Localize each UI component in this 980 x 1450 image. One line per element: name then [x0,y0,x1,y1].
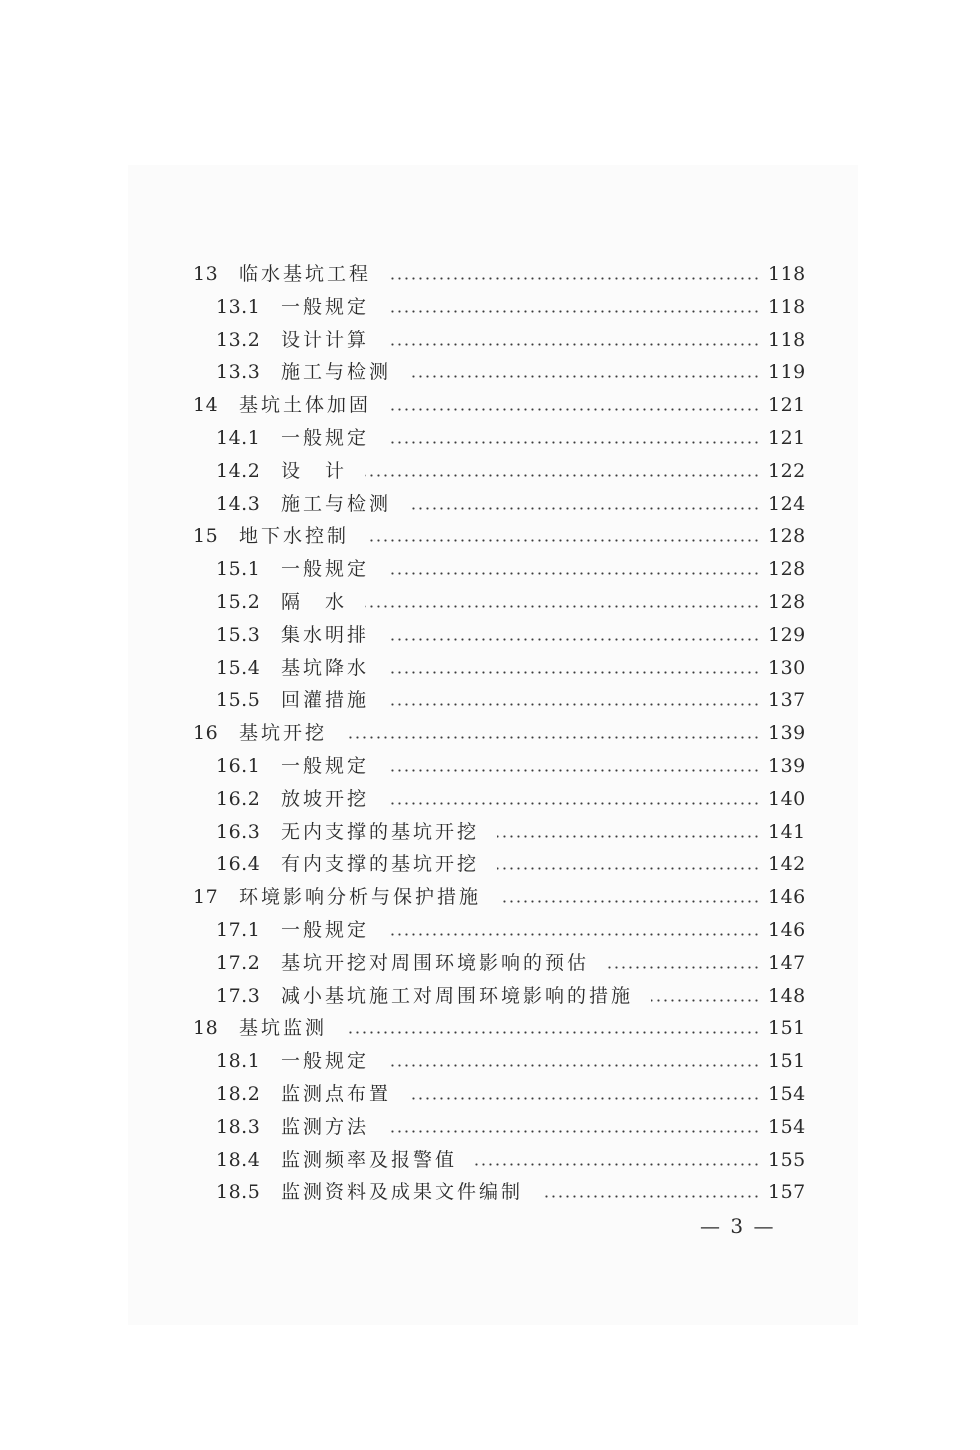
toc-entry-title[interactable]: 监测频率及报警值 [281,1148,458,1171]
toc-section-entry[interactable] [0,488,980,521]
toc-entry-line [216,1144,806,1177]
dot-leader [387,671,760,674]
toc-section-entry[interactable] [0,422,980,455]
toc-entry-title[interactable]: 监测方法 [281,1115,370,1138]
toc-entry-page[interactable]: 157 [768,1181,806,1204]
toc-entry-title[interactable]: 设 计 [281,459,348,482]
toc-entry-page[interactable]: 118 [768,328,806,351]
toc-chapter-entry[interactable] [0,258,980,291]
dot-leader [387,638,760,641]
toc-entry-title[interactable]: 一般规定 [281,558,370,581]
toc-entry-number: 15.3 [216,623,261,646]
toc-entry-title[interactable]: 一般规定 [281,754,370,777]
toc-entry-number: 18 [193,1017,219,1040]
toc-entry-page[interactable]: 130 [768,656,806,679]
toc-entry-page[interactable]: 121 [768,426,806,449]
toc-entry-line [216,684,806,717]
toc-entry-page[interactable]: 141 [768,820,806,843]
toc-entry-page[interactable]: 146 [768,886,806,909]
toc-section-entry[interactable] [0,652,980,685]
toc-entry-line [216,1078,806,1111]
toc-entry-page[interactable]: 139 [768,722,806,745]
toc-entry-number: 14.1 [216,426,261,449]
toc-entry-line [216,980,806,1013]
table-of-contents [0,258,980,1209]
toc-section-entry[interactable] [0,553,980,586]
toc-entry-number: 18.4 [216,1148,261,1171]
toc-entry-line [216,947,806,980]
toc-section-entry[interactable] [0,324,980,357]
toc-entry-title[interactable]: 施工与检测 [281,492,392,515]
toc-chapter-entry[interactable] [0,520,980,553]
dot-leader [387,1130,760,1133]
toc-entry-title[interactable]: 一般规定 [281,918,370,941]
toc-chapter-entry[interactable] [0,1012,980,1045]
toc-entry-number: 16.3 [216,820,261,843]
toc-section-entry[interactable] [0,1176,980,1209]
toc-section-entry[interactable] [0,291,980,324]
toc-entry-number: 15.5 [216,689,261,712]
toc-entry-line [216,356,806,389]
toc-entry-number: 17 [193,886,219,909]
toc-entry-number: 15.4 [216,656,261,679]
toc-entry-line [193,1012,806,1045]
toc-entry-number: 14 [193,394,219,417]
toc-entry-line [193,717,806,750]
toc-entry-title[interactable]: 一般规定 [281,1050,370,1073]
toc-entry-number: 17.3 [216,984,261,1007]
toc-section-entry[interactable] [0,455,980,488]
toc-section-entry[interactable] [0,1111,980,1144]
toc-entry-page[interactable]: 154 [768,1082,806,1105]
toc-entry-page[interactable]: 118 [768,263,806,285]
dot-leader [497,835,760,838]
dot-leader [409,1097,760,1100]
toc-entry-title[interactable]: 减小基坑施工对周围环境影响的措施 [281,984,634,1007]
toc-entry-number: 15 [193,525,219,548]
toc-entry-line [193,258,806,291]
toc-chapter-entry[interactable] [0,881,980,914]
dot-leader [367,539,760,542]
toc-entry-number: 15.1 [216,558,261,581]
toc-entry-title[interactable]: 基坑土体加固 [239,394,372,417]
toc-entry-line [216,816,806,849]
dot-leader [387,703,760,706]
dot-leader [387,769,760,772]
dot-leader [365,605,760,608]
dot-leader [387,441,760,444]
toc-section-entry[interactable] [0,356,980,389]
toc-section-entry[interactable] [0,848,980,881]
toc-section-entry[interactable] [0,586,980,619]
toc-entry-title[interactable]: 临水基坑工程 [239,263,372,285]
toc-entry-line [216,586,806,619]
toc-entry-number: 13.3 [216,361,261,384]
toc-entry-page[interactable]: 154 [768,1115,806,1138]
toc-entry-page[interactable]: 139 [768,754,806,777]
toc-entry-line [216,619,806,652]
toc-section-entry[interactable] [0,1144,980,1177]
toc-entry-page[interactable]: 151 [768,1050,806,1073]
dot-leader [345,1031,760,1034]
dot-leader [387,802,760,805]
dot-leader [387,1064,760,1067]
dot-leader [475,1163,760,1166]
toc-entry-page[interactable]: 129 [768,623,806,646]
toc-chapter-entry[interactable] [0,717,980,750]
toc-entry-page[interactable]: 128 [768,590,806,613]
toc-entry-title[interactable]: 放坡开挖 [281,787,370,810]
toc-entry-number: 15.2 [216,590,261,613]
toc-section-entry[interactable] [0,816,980,849]
dot-leader [541,1195,760,1198]
toc-section-entry[interactable] [0,783,980,816]
toc-entry-page[interactable]: 151 [768,1017,806,1040]
toc-entry-page[interactable]: 142 [768,853,806,876]
toc-entry-title[interactable]: 回灌措施 [281,689,370,712]
toc-entry-line [216,914,806,947]
dot-leader [389,408,760,411]
toc-entry-number: 18.2 [216,1082,261,1105]
toc-entry-line [216,488,806,521]
toc-entry-line [216,553,806,586]
dot-leader [365,474,760,477]
toc-entry-line [216,750,806,783]
toc-entry-line [216,783,806,816]
toc-entry-page[interactable]: 119 [768,361,806,384]
toc-entry-line [193,389,806,422]
toc-entry-line [193,520,806,553]
toc-entry-title[interactable]: 基坑监测 [239,1017,328,1040]
toc-entry-number: 18.1 [216,1050,261,1073]
toc-entry-number: 16 [193,722,219,745]
toc-entry-number: 18.5 [216,1181,261,1204]
dot-leader [651,999,760,1002]
dot-leader [387,343,760,346]
toc-section-entry[interactable] [0,750,980,783]
toc-entry-line [216,1111,806,1144]
dot-leader [345,736,760,739]
toc-entry-page[interactable]: 122 [768,459,806,482]
dot-leader [607,966,760,969]
dot-leader [409,375,760,378]
toc-entry-page[interactable]: 147 [768,951,806,974]
toc-entry-title[interactable]: 隔 水 [281,590,348,613]
dot-leader [387,572,760,575]
toc-section-entry[interactable] [0,980,980,1013]
toc-entry-title[interactable]: 环境影响分析与保护措施 [239,886,482,909]
toc-entry-number: 13 [193,263,219,285]
dot-leader [387,933,760,936]
toc-entry-line [216,422,806,455]
dot-leader [389,277,760,280]
dot-leader [387,310,760,313]
toc-entry-title[interactable]: 一般规定 [281,426,370,449]
toc-entry-number: 16.2 [216,787,261,810]
toc-entry-title[interactable]: 设计计算 [281,328,370,351]
toc-entry-number: 17.2 [216,951,261,974]
toc-section-entry[interactable] [0,914,980,947]
toc-entry-page[interactable]: 140 [768,787,806,810]
toc-entry-title[interactable]: 无内支撑的基坑开挖 [281,820,480,843]
toc-entry-number: 18.3 [216,1115,261,1138]
toc-entry-title[interactable]: 监测点布置 [281,1082,392,1105]
toc-entry-line [216,291,806,324]
toc-entry-title[interactable]: 基坑开挖对周围环境影响的预估 [281,951,590,974]
toc-entry-number: 13.2 [216,328,261,351]
toc-entry-title[interactable]: 集水明排 [281,623,370,646]
toc-entry-title[interactable]: 有内支撑的基坑开挖 [281,853,480,876]
dot-leader [499,900,760,903]
toc-entry-line [216,1176,806,1209]
toc-section-entry[interactable] [0,1045,980,1078]
toc-entry-line [216,324,806,357]
toc-entry-title[interactable]: 基坑开挖 [239,722,328,745]
toc-section-entry[interactable] [0,684,980,717]
toc-entry-page[interactable]: 128 [768,525,806,548]
toc-entry-number: 17.1 [216,918,261,941]
dot-leader [409,507,760,510]
toc-entry-page[interactable]: 155 [768,1148,806,1171]
toc-section-entry[interactable] [0,1078,980,1111]
toc-entry-number: 13.1 [216,295,261,318]
toc-section-entry[interactable] [0,619,980,652]
toc-entry-line [216,455,806,488]
toc-entry-page[interactable]: 128 [768,558,806,581]
toc-entry-line [216,1045,806,1078]
toc-entry-page[interactable]: 148 [768,984,806,1007]
toc-entry-page[interactable]: 121 [768,394,806,417]
toc-entry-number: 14.3 [216,492,261,515]
dot-leader [497,867,760,870]
toc-entry-line [216,652,806,685]
toc-entry-page[interactable]: 146 [768,918,806,941]
toc-entry-line [193,881,806,914]
toc-entry-number: 16.1 [216,754,261,777]
toc-entry-number: 16.4 [216,853,261,876]
toc-entry-page[interactable]: 137 [768,689,806,712]
toc-entry-page[interactable]: 118 [768,295,806,318]
toc-entry-title[interactable]: 监测资料及成果文件编制 [281,1181,524,1204]
toc-entry-line [216,848,806,881]
toc-entry-title[interactable]: 地下水控制 [239,525,350,548]
toc-entry-title[interactable]: 施工与检测 [281,361,392,384]
toc-entry-title[interactable]: 一般规定 [281,295,370,318]
toc-entry-number: 14.2 [216,459,261,482]
page-number-footer: — 3 — [700,1214,776,1238]
toc-entry-page[interactable]: 124 [768,492,806,515]
toc-section-entry[interactable] [0,947,980,980]
toc-chapter-entry[interactable] [0,389,980,422]
toc-entry-title[interactable]: 基坑降水 [281,656,370,679]
